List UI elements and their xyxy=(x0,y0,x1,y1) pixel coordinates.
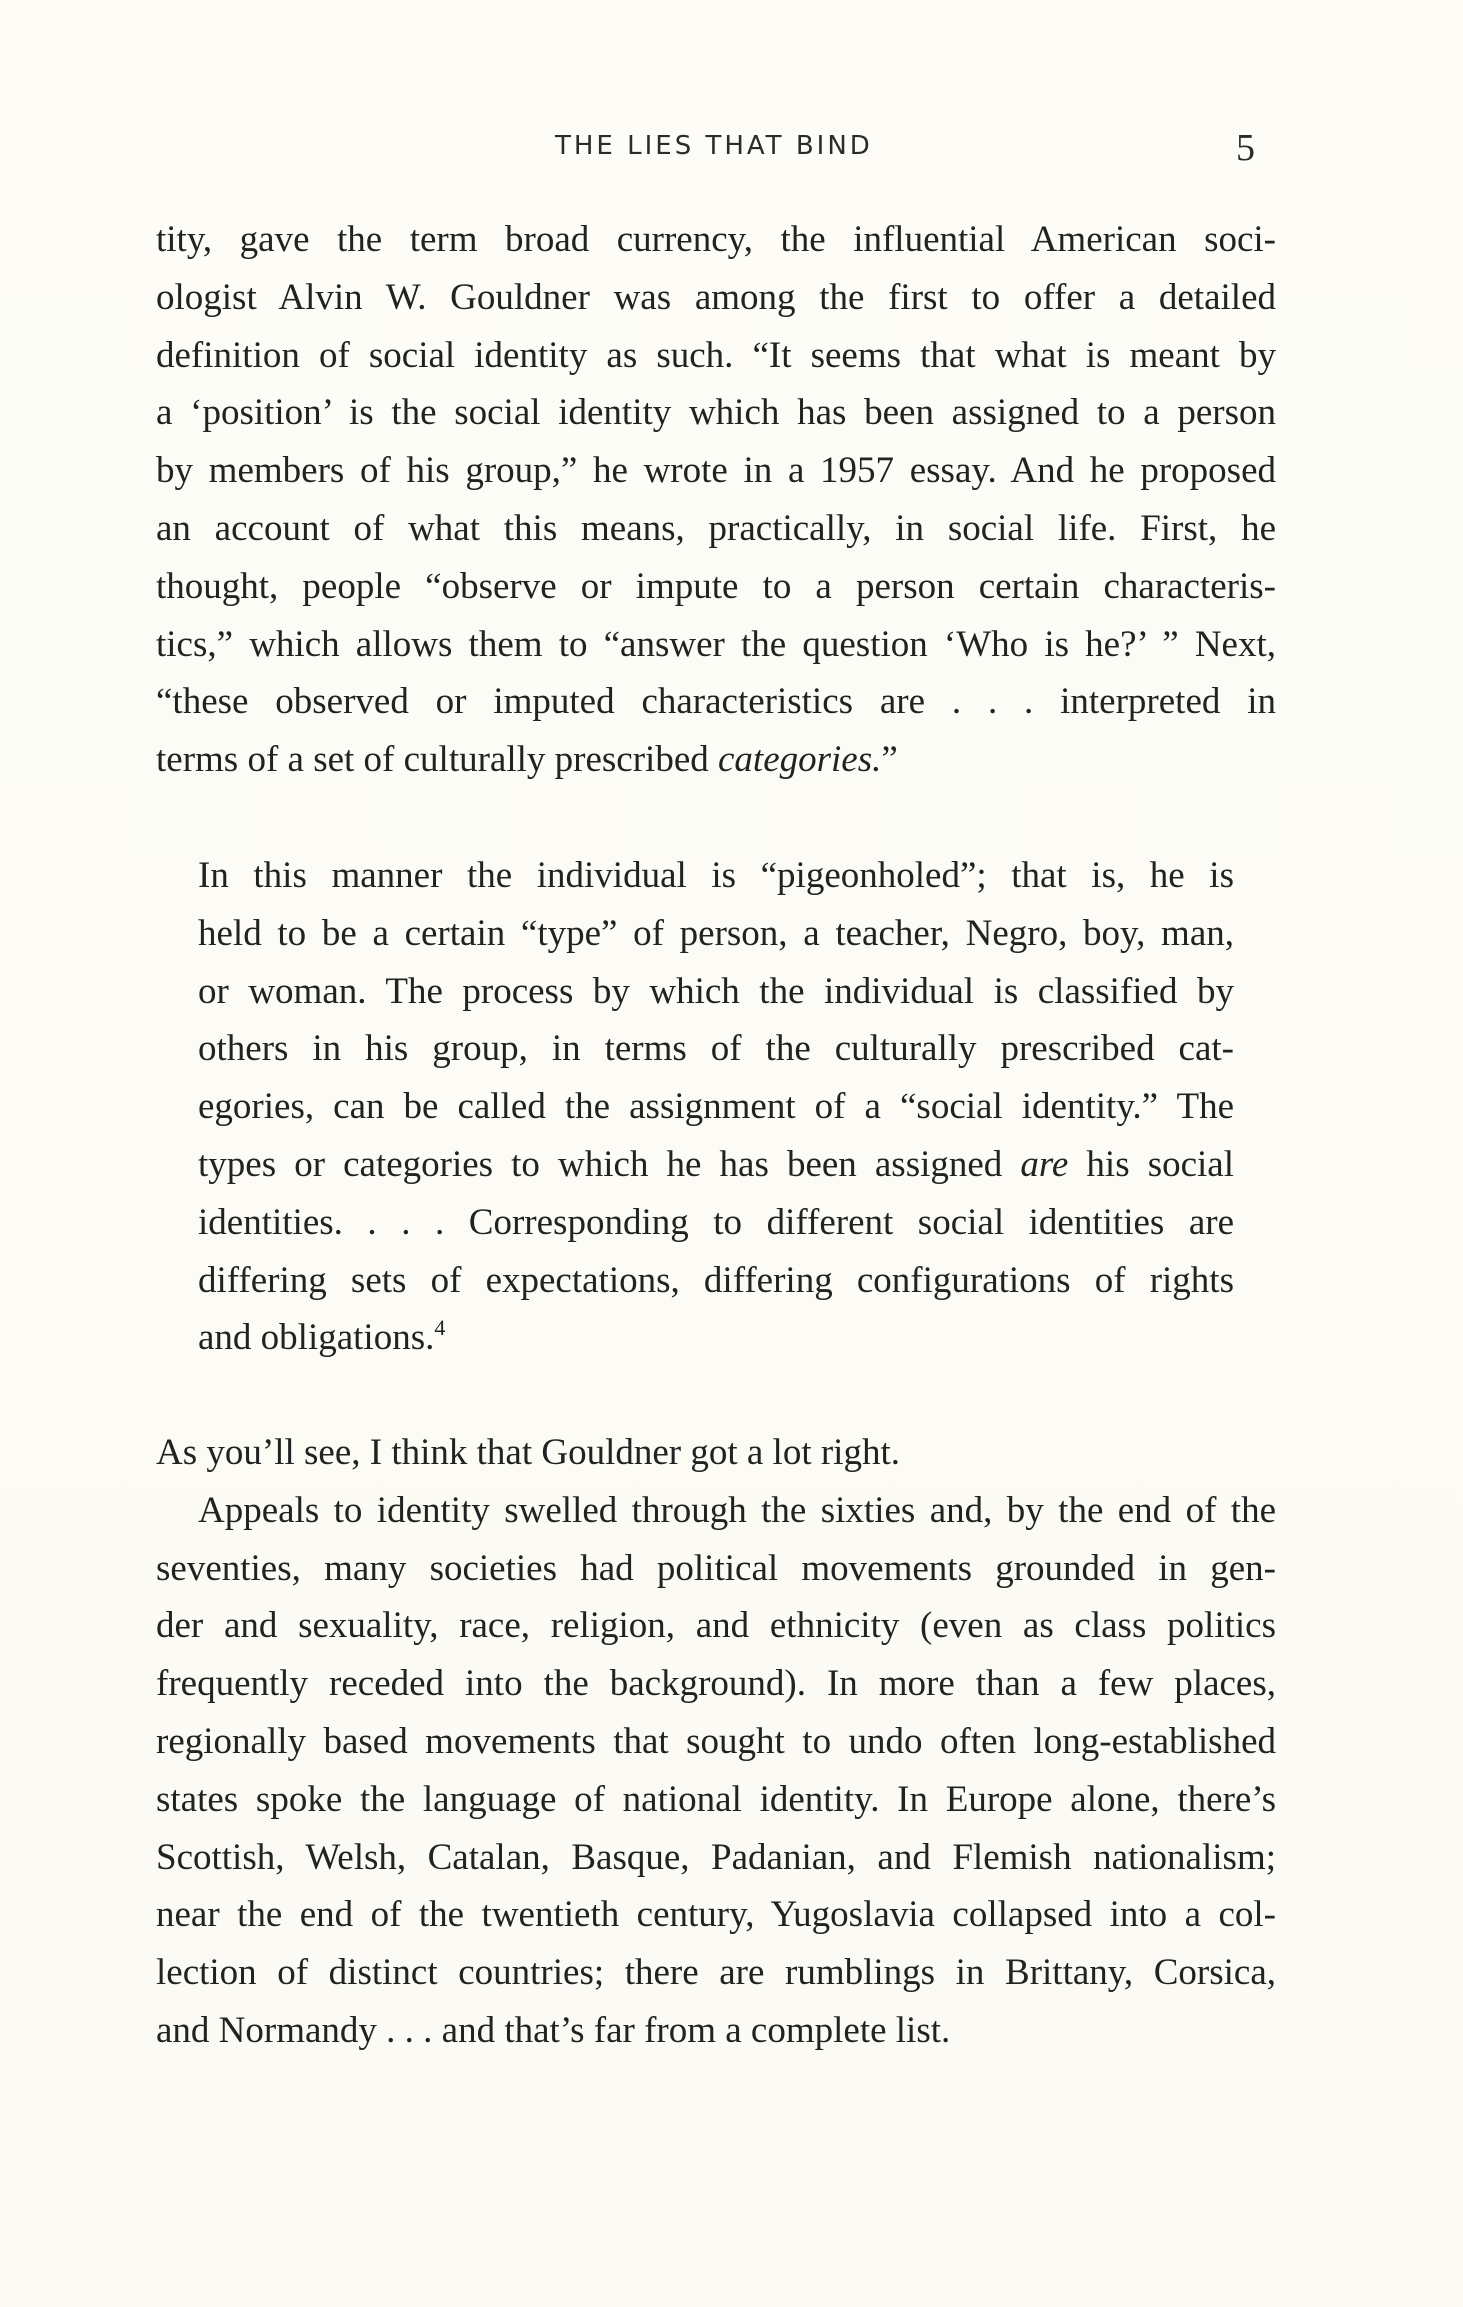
quote-line: others in his group, in terms of the culturally prescribed cat- xyxy=(198,1028,1234,1070)
text-fragment: and obligations. xyxy=(198,1317,435,1359)
page-number: 5 xyxy=(1236,127,1255,169)
text-line: and Normandy . . . and that’s far from a complete list. xyxy=(156,2009,951,2051)
text-line: tity, gave the term broad currency, the influential American soci- xyxy=(156,219,1276,260)
text-line: tics,” which allows them to “answer the question ‘Who is he?’ ” Next, xyxy=(156,623,1276,665)
quote-line: differing sets of expectations, differing configurations of rights xyxy=(198,1259,1234,1301)
text-fragment: types or categories to which he has been assigned xyxy=(198,1143,1021,1185)
text-line: by members of his group,” he wrote in a 1957 essay. And he proposed xyxy=(156,450,1276,492)
text-line: “these observed or imputed characteristics are . . . interpreted in xyxy=(156,681,1276,723)
text-line: seventies, many societies had political movements grounded in gen- xyxy=(156,1547,1276,1589)
italic-term: are xyxy=(1020,1143,1069,1185)
text-fragment: terms of a set of culturally prescribed xyxy=(156,739,718,781)
text-line: an account of what this means, practically, in social life. First, he xyxy=(156,507,1276,549)
quote-line: or woman. The process by which the individual is classified by xyxy=(198,970,1234,1012)
paragraph-gouldner-definition xyxy=(156,211,1276,789)
text-line: lection of distinct countries; there are rumblings in Brittany, Corsica, xyxy=(156,1952,1276,1994)
text-line: Scottish, Welsh, Catalan, Basque, Padanian, and Flemish nationalism; xyxy=(156,1836,1276,1878)
quote-line: In this manner the individual is “pigeonholed”; that is, he is xyxy=(198,855,1234,896)
text-line: As you’ll see, I think that Gouldner got a lot right. xyxy=(156,1432,900,1473)
text-line: near the end of the twentieth century, Yugoslavia collapsed into a col- xyxy=(156,1894,1276,1936)
quote-line: egories, can be called the assignment of a “social identity.” The xyxy=(198,1086,1234,1128)
italic-term: categories. xyxy=(718,739,882,781)
text-line: frequently receded into the background). In more than a few places, xyxy=(156,1663,1276,1705)
quote-line xyxy=(198,1136,1234,1194)
text-line: a ‘position’ is the social identity which has been assigned to a person xyxy=(156,392,1276,434)
block-quote xyxy=(198,847,1234,1367)
text-line: regionally based movements that sought to undo often long-established xyxy=(156,1720,1276,1762)
footnote-marker[interactable]: 4 xyxy=(434,1315,446,1341)
quote-line: identities. . . . Corresponding to different social identities are xyxy=(198,1201,1234,1243)
quote-line xyxy=(198,1309,1234,1367)
text-line xyxy=(156,731,1276,789)
text-fragment: ” xyxy=(881,739,898,781)
text-line: der and sexuality, race, religion, and ethnicity (even as class politics xyxy=(156,1605,1276,1647)
text-line: ologist Alvin W. Gouldner was among the first to offer a detailed xyxy=(156,276,1276,318)
text-line: thought, people “observe or impute to a person certain characteris- xyxy=(156,565,1276,607)
text-line: Appeals to identity swelled through the sixties and, by the end of the xyxy=(198,1489,1276,1531)
paragraph-continuation xyxy=(156,1424,1276,2060)
text-line: definition of social identity as such. “It seems that what is meant by xyxy=(156,334,1276,376)
quote-line: held to be a certain “type” of person, a teacher, Negro, boy, man, xyxy=(198,912,1234,954)
text-fragment: his social xyxy=(1068,1143,1234,1185)
text-line: states spoke the language of national identity. In Europe alone, there’s xyxy=(156,1778,1276,1820)
running-head: THE LIES THAT BIND xyxy=(555,131,873,161)
